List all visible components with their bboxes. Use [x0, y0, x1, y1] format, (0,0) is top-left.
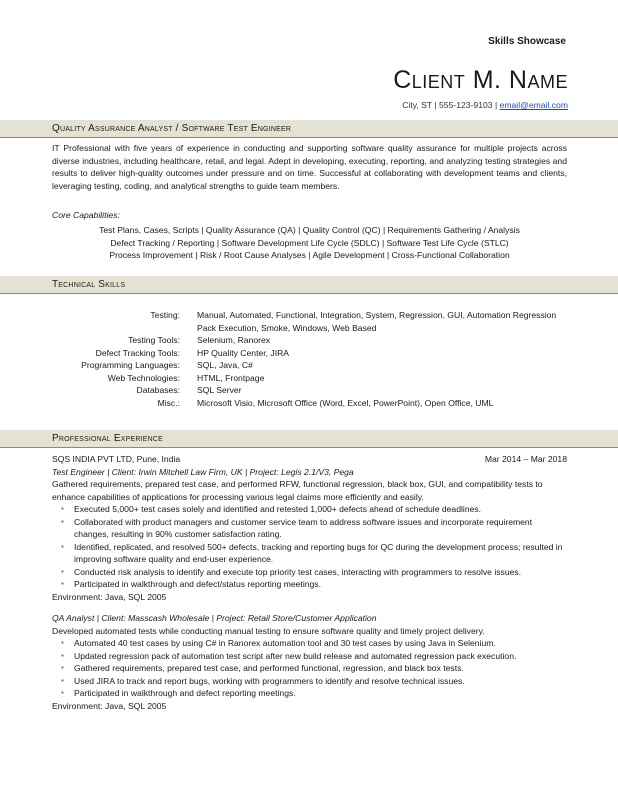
skill-row	[52, 347, 567, 360]
company: SQS INDIA PVT LTD, Pune, India	[52, 454, 181, 464]
core-line: Test Plans, Cases, Scripts | Quality Assurance (QA) | Quality Control (QC) | Requirements Gathering / Analysis	[99, 225, 520, 235]
skill-label: Testing:	[150, 310, 180, 320]
section-title: Technical Skills	[52, 279, 126, 290]
skill-value: Manual, Automated, Functional, Integration, System, Regression, GUI, Automation Regression Pack Execution, Smoke, Windows, Web Based	[197, 310, 557, 333]
job-title: Test Engineer | Client: Irwin Mitchell Law Firm, UK | Project: Legis 2.1/V3, Pega	[52, 466, 354, 477]
list-item: ▪ Updated regression pack of automation test script after new build release and automated regression pack execution.	[74, 650, 567, 663]
skill-value: HTML, Frontpage	[197, 372, 265, 383]
skill-row	[52, 372, 567, 385]
list-item: ▪ Participated in walkthrough and defect/status reporting meetings.	[74, 578, 567, 591]
client-name: Client M. Name	[393, 66, 568, 94]
skill-label: Misc.:	[157, 397, 180, 408]
contact-line: City, ST | 555-123-9103 | email@email.com	[402, 100, 568, 110]
email-link[interactable]: email@email.com	[499, 100, 568, 110]
list-item: ▪ Automated 40 test cases by using C# in Ranorex automation tool and 30 test cases by using Java in Selenium.	[74, 637, 567, 650]
skill-label: Programming Languages:	[81, 360, 180, 370]
skill-label: Web Technologies:	[107, 372, 180, 383]
skill-row	[52, 359, 567, 372]
skill-label: Testing Tools:	[128, 335, 180, 345]
list-item: ▪ Participated in walkthrough and defect reporting meetings.	[74, 687, 567, 700]
list-item: ▪ Gathered requirements, prepared test case, and performed functional, regression, and black box tests.	[74, 662, 567, 675]
job-environment: Environment: Java, SQL 2005	[52, 591, 167, 602]
top-label: Skills Showcase	[488, 36, 566, 47]
skill-row	[52, 334, 567, 347]
skill-label: Defect Tracking Tools:	[95, 347, 180, 358]
core-line: Process Improvement | Risk / Root Cause Analyses | Agile Development | Cross-Functional Collaboration	[109, 250, 510, 260]
job-title: QA Analyst | Client: Masscash Wholesale | Project: Retail Store/Customer Application	[52, 613, 377, 623]
section-title: Professional Experience	[52, 433, 163, 444]
core-capabilities-label: Core Capabilities:	[52, 210, 120, 220]
list-item: ▪ Collaborated with product managers and customer service team to address software issues and incorporate requirement changes, resulting in 90% customer satisfaction rating.	[74, 516, 567, 541]
skill-value: HP Quality Center, JIRA	[197, 347, 290, 358]
skill-value: SQL, Java, C#	[197, 360, 253, 370]
section-band-skills	[0, 276, 618, 294]
core-capabilities	[52, 224, 567, 262]
skill-label: Databases:	[136, 385, 180, 395]
phone: 555-123-9103	[439, 100, 493, 110]
experience-block	[52, 453, 567, 712]
job-header	[52, 453, 567, 466]
location: City, ST	[402, 100, 433, 110]
job-intro: Gathered requirements, prepared test case, and performed RFW, functional regression, black box, GUI, and compatibility tests to enhance capabilities of applications for processing various legal claims more efficiently and easily.	[52, 479, 543, 502]
job-intro: Developed automated tests while conducting manual testing to ensure software quality and timely project delivery.	[52, 625, 485, 636]
job-environment: Environment: Java, SQL 2005	[52, 700, 167, 711]
list-item: ▪ Executed 5,000+ test cases solely and identified and retested 1,000+ defects ahead of schedule deadlines.	[74, 503, 567, 516]
skill-value: Microsoft Visio, Microsoft Office (Word, Excel, PowerPoint), Open Office, UML	[197, 397, 494, 408]
skill-value: Selenium, Ranorex	[197, 335, 271, 345]
section-band-experience	[0, 430, 618, 448]
list-item: ▪ Conducted risk analysis to identify and execute top priority test cases, interacting with programmers to resolve issues.	[74, 566, 567, 579]
section-title: Quality Assurance Analyst / Software Test Engineer	[52, 123, 292, 134]
list-item: ▪ Identified, replicated, and resolved 500+ defects, tracking and reporting bugs for QC during the development process; resulted in improving software quality and end-user experience.	[74, 541, 567, 566]
job-bullets	[52, 503, 567, 591]
job-bullets	[52, 637, 567, 700]
summary-text: IT Professional with five years of experience in conducting and supporting software quality assurance for multiple projects across diverse industries, including healthcare, retail, and legal. Adept in developing, executing, reporting, and analyzing testing strategies and results to deliver high-quality outcomes under pressure and on time. Successful at collaborating with development teams and clients, leveraging testing, coding, and analytical strengths to guide team members.	[52, 143, 567, 191]
skills-list	[52, 309, 567, 409]
list-item: ▪ Used JIRA to track and report bugs, working with programmers to identify and resolve technical issues.	[74, 675, 567, 688]
job-dates: Mar 2014 – Mar 2018	[484, 454, 567, 464]
core-line: Defect Tracking / Reporting | Software Development Life Cycle (SDLC) | Software Test Life Cycle (STLC)	[110, 237, 509, 248]
skill-row	[52, 397, 567, 410]
section-band-summary	[0, 120, 618, 138]
skill-row	[52, 309, 567, 334]
skill-row	[52, 384, 567, 397]
skill-value: SQL Server	[197, 385, 242, 395]
